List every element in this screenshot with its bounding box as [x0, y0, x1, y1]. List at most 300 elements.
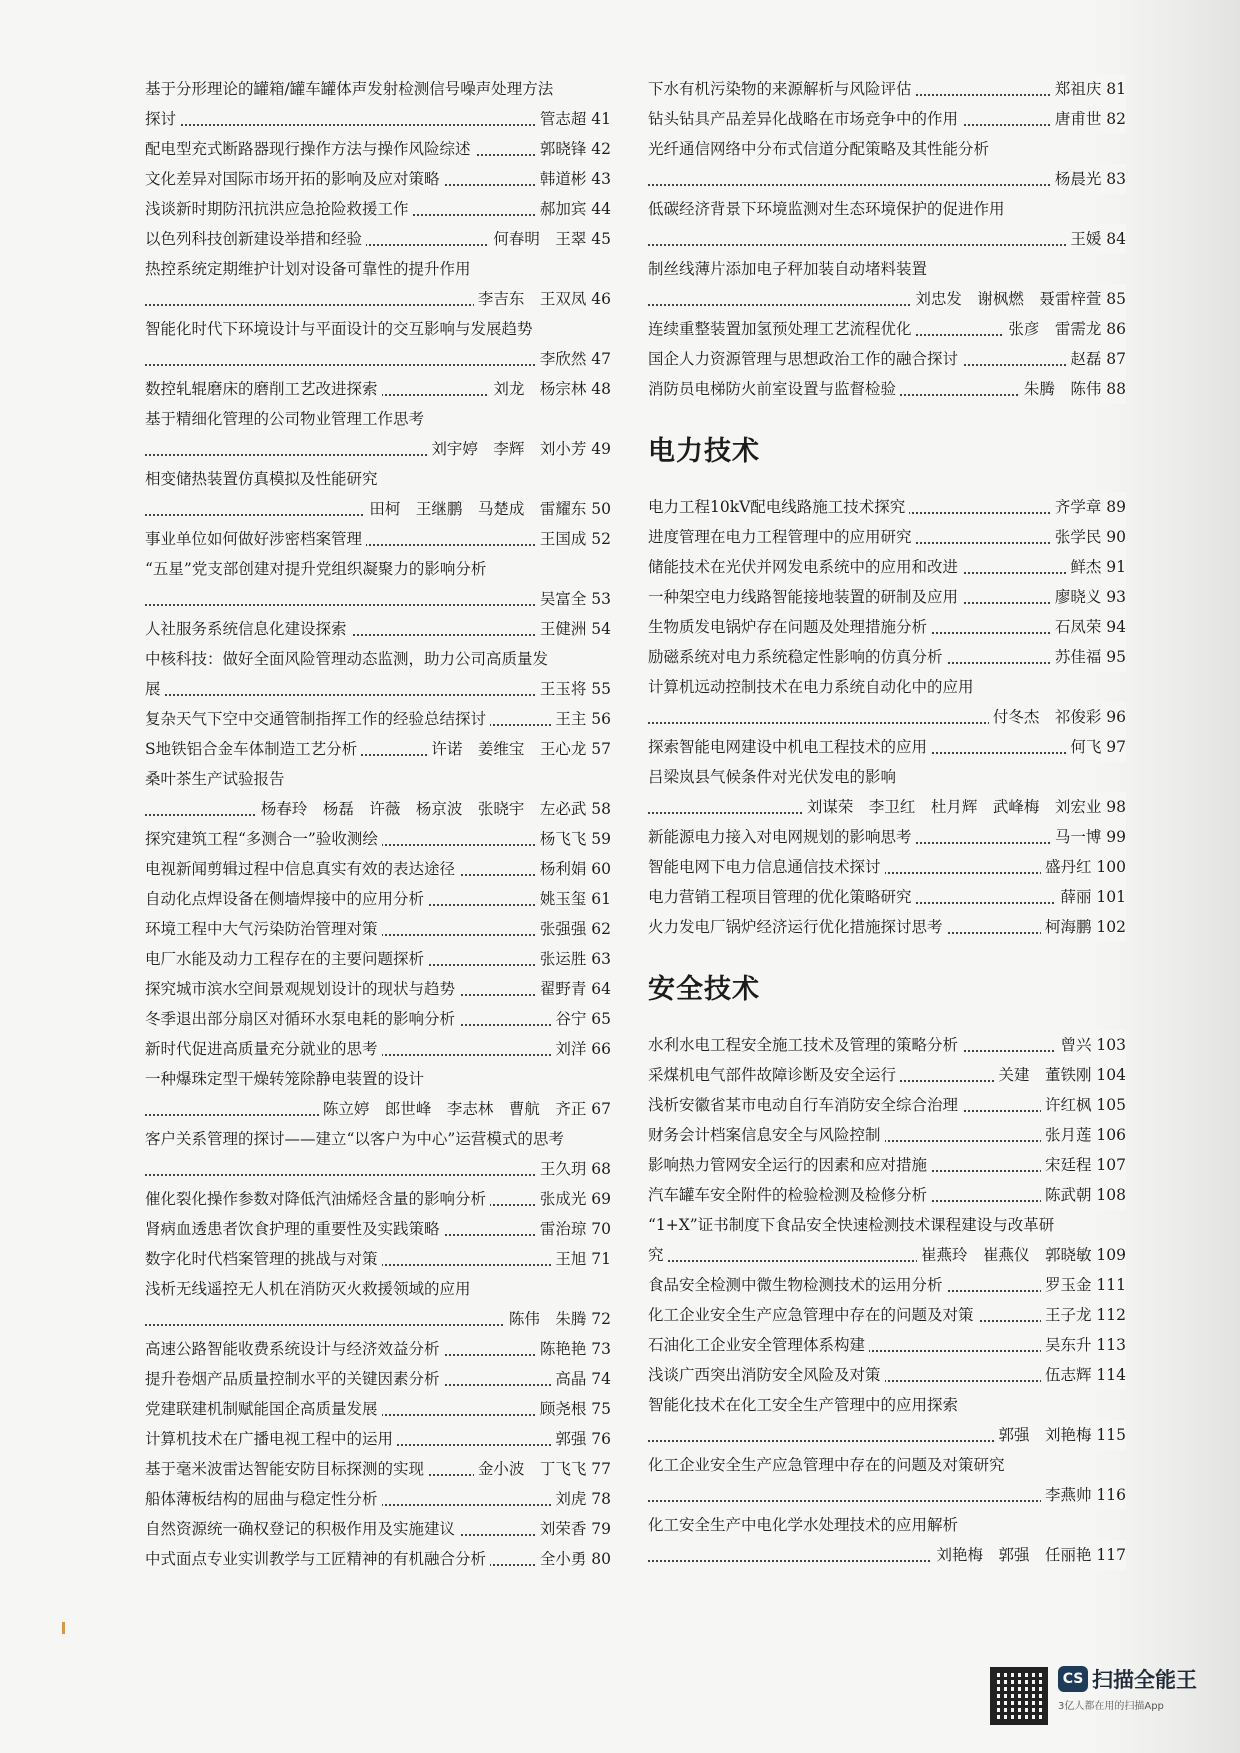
entry-title: 以色列科技创新建设举措和经验 [145, 224, 366, 254]
entry-authors: 伍志辉 [1044, 1366, 1092, 1384]
entry-page-number: 102 [1096, 918, 1126, 936]
entry-title: 环境工程中大气污染防治管理对策 [145, 914, 382, 944]
entry-title: 配电型充式断路器现行操作方法与操作风险综述 [145, 134, 475, 164]
entry-authors: 张运胜 [539, 950, 587, 968]
entry-title: 一种架空电力线路智能接地装置的研制及应用 [648, 582, 962, 612]
toc-entry [145, 1004, 611, 1034]
entry-page-number: 87 [1106, 350, 1126, 368]
entry-authors-page [551, 1364, 611, 1394]
brand-slogan: 3亿人都在用的扫描App [1058, 1701, 1164, 1712]
toc-entry [145, 434, 611, 464]
entry-page-number: 64 [591, 980, 611, 998]
toc-entry [648, 1210, 1126, 1240]
entry-authors-page [1004, 314, 1126, 344]
entry-authors: 许红枫 [1044, 1096, 1092, 1114]
entry-page-number: 73 [591, 1340, 611, 1358]
toc-entry [145, 224, 611, 254]
entry-authors: 全小勇 [539, 1550, 587, 1568]
toc-entry [145, 494, 611, 524]
toc-entry [145, 134, 611, 164]
toc-entry [145, 734, 611, 764]
toc-left-column [145, 74, 611, 1574]
entry-page-number: 106 [1096, 1126, 1126, 1144]
toc-right-column [648, 74, 1126, 1570]
entry-title: 智能化时代下环境设计与平面设计的交互影响与发展趋势 [145, 314, 537, 344]
entry-title: 浅析无线遥控无人机在消防灭火救援领域的应用 [145, 1274, 475, 1304]
entry-page-number: 88 [1106, 380, 1126, 398]
entry-authors-page [1051, 164, 1126, 194]
entry-page-number: 80 [591, 1550, 611, 1568]
toc-entry [648, 1060, 1126, 1090]
entry-title: 水利水电工程安全施工技术及管理的策略分析 [648, 1030, 962, 1060]
entry-title: 自然资源统一确权登记的积极作用及实施建议 [145, 1514, 459, 1544]
entry-authors: 刘洋 [555, 1040, 587, 1058]
entry-authors-page [536, 884, 611, 914]
entry-title: 展 [145, 674, 165, 704]
toc-entry [648, 1450, 1126, 1480]
entry-authors: 杨春玲 杨磊 许薇 杨京波 张晓宇 左必武 [260, 800, 587, 818]
entry-authors-page [1020, 374, 1126, 404]
toc-entry [648, 1240, 1126, 1270]
entry-authors-page [1051, 104, 1126, 134]
toc-entry [145, 254, 611, 284]
entry-authors-page [551, 1004, 611, 1034]
entry-authors-page [1051, 582, 1126, 612]
toc-entry [648, 1150, 1126, 1180]
toc-entry [648, 74, 1126, 104]
entry-title: 电厂水能及动力工程存在的主要问题探析 [145, 944, 428, 974]
entry-authors: 郭晓锋 [539, 140, 587, 158]
entry-authors: 鲜杰 [1070, 558, 1102, 576]
entry-authors: 刘荣香 [539, 1520, 587, 1538]
section-heading-safety: 安全技术 [648, 974, 760, 1005]
toc-entry [145, 1274, 611, 1304]
entry-authors-page [1041, 1330, 1126, 1360]
entry-page-number: 49 [591, 440, 611, 458]
entry-page-number: 76 [591, 1430, 611, 1448]
toc-entry [648, 882, 1126, 912]
entry-title: 浅谈新时期防汛抗洪应急抢险救援工作 [145, 194, 413, 224]
entry-authors: 苏佳福 [1054, 648, 1102, 666]
entry-authors-page [1041, 1300, 1126, 1330]
entry-page-number: 83 [1106, 170, 1126, 188]
entry-title: 数控轧辊磨床的磨削工艺改进探索 [145, 374, 382, 404]
entry-authors: 杨飞飞 [539, 830, 587, 848]
entry-title: 党建联建机制赋能国企高质量发展 [145, 1394, 382, 1424]
entry-page-number: 79 [591, 1520, 611, 1538]
entry-title: 计算机远动控制技术在电力系统自动化中的应用 [648, 672, 978, 702]
toc-entry [145, 674, 611, 704]
entry-page-number: 113 [1096, 1336, 1126, 1354]
toc-entry [648, 582, 1126, 612]
entry-authors: 刘虎 [555, 1490, 587, 1508]
scanner-brand [1058, 1664, 1197, 1712]
entry-page-number: 97 [1106, 738, 1126, 756]
toc-entry [145, 554, 611, 584]
section-safety-list [648, 1030, 1126, 1570]
entry-page-number: 86 [1106, 320, 1126, 338]
entry-title: 连续重整装置加氢预处理工艺流程优化 [648, 314, 916, 344]
toc-entry [145, 704, 611, 734]
entry-authors: 唐甫世 [1054, 110, 1102, 128]
entry-title: 生物质发电锅炉存在问题及处理措施分析 [648, 612, 931, 642]
entry-authors: 刘谋荣 李卫红 杜月辉 武峰梅 刘宏业 [806, 798, 1102, 816]
brand-name: 扫描全能王 [1092, 1668, 1197, 1692]
entry-authors-page [536, 1154, 611, 1184]
entry-authors-page [536, 344, 611, 374]
entry-page-number: 56 [591, 710, 611, 728]
entry-page-number: 95 [1106, 648, 1126, 666]
entry-authors-page [1051, 74, 1126, 104]
entry-title: 事业单位如何做好涉密档案管理 [145, 524, 366, 554]
entry-authors-page [489, 224, 611, 254]
entry-title: 化工企业安全生产应急管理中存在的问题及对策研究 [648, 1450, 1009, 1480]
toc-entry [145, 794, 611, 824]
entry-title: 客户关系管理的探讨——建立“以客户为中心”运营模式的思考 [145, 1124, 568, 1154]
toc-entry [145, 1514, 611, 1544]
entry-title: 汽车罐车安全附件的检验检测及检修分析 [648, 1180, 931, 1210]
entry-authors: 陈伟 朱腾 [508, 1310, 587, 1328]
entry-page-number: 53 [591, 590, 611, 608]
entry-authors: 张月莲 [1044, 1126, 1092, 1144]
entry-title: 基于毫米波雷达智能安防目标探测的实现 [145, 1454, 428, 1484]
toc-entry [145, 1064, 611, 1094]
entry-authors: 宋廷程 [1044, 1156, 1092, 1174]
entry-title: 影响热力管网安全运行的因素和应对措施 [648, 1150, 931, 1180]
entry-page-number: 67 [591, 1100, 611, 1118]
toc-entry [648, 762, 1126, 792]
entry-authors: 王健洲 [539, 620, 587, 638]
entry-page-number: 115 [1096, 1426, 1126, 1444]
toc-entry [145, 764, 611, 794]
entry-authors: 顾尧根 [539, 1400, 587, 1418]
entry-page-number: 43 [591, 170, 611, 188]
entry-authors: 王旭 [555, 1250, 587, 1268]
entry-title: 桑叶茶生产试验报告 [145, 764, 289, 794]
entry-title: 石油化工企业安全管理体系构建 [648, 1330, 869, 1360]
entry-page-number: 69 [591, 1190, 611, 1208]
entry-authors: 郝加宾 [539, 200, 587, 218]
toc-entry [145, 74, 611, 104]
entry-page-number: 52 [591, 530, 611, 548]
entry-title: 探究建筑工程“多测合一”验收测绘 [145, 824, 382, 854]
entry-authors: 张成光 [539, 1190, 587, 1208]
entry-authors-page [505, 1304, 611, 1334]
entry-authors: 郭强 [555, 1430, 587, 1448]
entry-authors: 薛丽 [1060, 888, 1092, 906]
entry-page-number: 114 [1096, 1366, 1126, 1384]
entry-title: “1+X”证书制度下食品安全快速检测技术课程建设与改革研 [648, 1210, 1058, 1240]
toc-entry [145, 404, 611, 434]
entry-title: 浅谈广西突出消防安全风险及对策 [648, 1360, 885, 1390]
entry-page-number: 59 [591, 830, 611, 848]
entry-authors-page [551, 1034, 611, 1064]
entry-authors-page [489, 374, 611, 404]
entry-authors-page [1041, 1090, 1126, 1120]
entry-page-number: 91 [1106, 558, 1126, 576]
entry-title: 国企人力资源管理与思想政治工作的融合探讨 [648, 344, 962, 374]
entry-authors-page [1041, 1180, 1126, 1210]
toc-entry [648, 792, 1126, 822]
entry-authors: 赵磊 [1070, 350, 1102, 368]
toc-entry [648, 1030, 1126, 1060]
toc-right-list [648, 74, 1126, 404]
entry-authors: 许诺 姜维宝 王心龙 [431, 740, 587, 758]
entry-title: 进度管理在电力工程管理中的应用研究 [648, 522, 916, 552]
entry-page-number: 41 [591, 110, 611, 128]
entry-authors-page [257, 794, 611, 824]
entry-authors-page [1051, 492, 1126, 522]
entry-authors-page [551, 704, 611, 734]
toc-entry [145, 1214, 611, 1244]
entry-authors: 李吉东 王双凤 [477, 290, 587, 308]
entry-page-number: 116 [1096, 1486, 1126, 1504]
entry-authors: 王久玥 [539, 1160, 587, 1178]
entry-page-number: 103 [1096, 1036, 1126, 1054]
toc-entry [145, 884, 611, 914]
entry-authors-page [536, 914, 611, 944]
entry-title: 低碳经济背景下环境监测对生态环境保护的促进作用 [648, 194, 1009, 224]
toc-entry [145, 1544, 611, 1574]
entry-title: “五星”党支部创建对提升党组织凝聚力的影响分析 [145, 554, 490, 584]
entry-page-number: 63 [591, 950, 611, 968]
toc-entry [145, 854, 611, 884]
entry-page-number: 111 [1096, 1276, 1126, 1294]
entry-title: 励磁系统对电力系统稳定性影响的仿真分析 [648, 642, 947, 672]
entry-authors-page [319, 1094, 611, 1124]
entry-title: 船体薄板结构的屈曲与稳定性分析 [145, 1484, 382, 1514]
entry-authors-page [536, 1214, 611, 1244]
entry-authors-page [1041, 912, 1126, 942]
entry-page-number: 107 [1096, 1156, 1126, 1174]
entry-page-number: 94 [1106, 618, 1126, 636]
entry-authors-page [1041, 852, 1126, 882]
entry-page-number: 99 [1106, 828, 1126, 846]
entry-authors: 田柯 王继鹏 马楚成 雷耀东 [369, 500, 587, 518]
entry-title: 财务会计档案信息安全与风险控制 [648, 1120, 885, 1150]
entry-page-number: 100 [1096, 858, 1126, 876]
entry-authors-page [536, 524, 611, 554]
scan-mark [62, 1622, 65, 1634]
section-power-list [648, 492, 1126, 942]
entry-page-number: 65 [591, 1010, 611, 1028]
cs-logo-icon: CS [1058, 1666, 1088, 1692]
entry-page-number: 45 [591, 230, 611, 248]
entry-title: 高速公路智能收费系统设计与经济效益分析 [145, 1334, 444, 1364]
entry-page-number: 68 [591, 1160, 611, 1178]
entry-authors-page [989, 702, 1126, 732]
entry-authors: 王媛 [1070, 230, 1102, 248]
entry-authors: 王主 [555, 710, 587, 728]
entry-title: 电力工程10kV配电线路施工技术探究 [648, 492, 909, 522]
toc-entry [145, 1484, 611, 1514]
entry-authors: 廖晓义 [1054, 588, 1102, 606]
entry-authors-page [427, 434, 611, 464]
toc-entry [648, 344, 1126, 374]
entry-authors-page [1066, 344, 1126, 374]
entry-page-number: 104 [1096, 1066, 1126, 1084]
entry-authors: 刘艳梅 郭强 任丽艳 [936, 1546, 1092, 1564]
entry-authors-page [427, 734, 611, 764]
entry-title: 基于分形理论的罐箱/罐车罐体声发射检测信号噪声处理方法 [145, 74, 557, 104]
entry-page-number: 55 [591, 680, 611, 698]
entry-authors: 姚玉玺 [539, 890, 587, 908]
entry-authors-page [536, 1184, 611, 1214]
entry-title: 究 [648, 1240, 668, 1270]
toc-entry [648, 852, 1126, 882]
entry-title: 电视新闻剪辑过程中信息真实有效的表达途径 [145, 854, 459, 884]
toc-entry [145, 1454, 611, 1484]
entry-page-number: 85 [1106, 290, 1126, 308]
entry-title: 新时代促进高质量充分就业的思考 [145, 1034, 382, 1064]
entry-authors-page [536, 614, 611, 644]
entry-authors: 朱腾 陈伟 [1023, 380, 1102, 398]
toc-entry [648, 822, 1126, 852]
entry-page-number: 70 [591, 1220, 611, 1238]
toc-entry [648, 1270, 1126, 1300]
entry-page-number: 93 [1106, 588, 1126, 606]
entry-authors-page [1056, 1030, 1126, 1060]
toc-entry [648, 1510, 1126, 1540]
entry-authors-page [1041, 1270, 1126, 1300]
entry-authors: 刘宇婷 李辉 刘小芳 [431, 440, 587, 458]
toc-entry [145, 1244, 611, 1274]
entry-page-number: 89 [1106, 498, 1126, 516]
toc-entry [648, 732, 1126, 762]
qr-code [990, 1667, 1048, 1725]
toc-entry [145, 464, 611, 494]
entry-authors-page [536, 854, 611, 884]
entry-title: 采煤机电气部件故障诊断及安全运行 [648, 1060, 900, 1090]
entry-page-number: 82 [1106, 110, 1126, 128]
entry-authors-page [1051, 822, 1126, 852]
entry-authors-page [536, 974, 611, 1004]
entry-title: 提升卷烟产品质量控制水平的关键因素分析 [145, 1364, 444, 1394]
entry-title: 肾病血透患者饮食护理的重要性及实践策略 [145, 1214, 444, 1244]
entry-title: 智能电网下电力信息通信技术探讨 [648, 852, 885, 882]
entry-authors-page [1066, 732, 1126, 762]
toc-entry [145, 374, 611, 404]
toc-entry [145, 1154, 611, 1184]
entry-title: 热控系统定期维护计划对设备可靠性的提升作用 [145, 254, 475, 284]
entry-authors: 马一博 [1054, 828, 1102, 846]
entry-page-number: 71 [591, 1250, 611, 1268]
entry-authors: 齐学章 [1054, 498, 1102, 516]
toc-entry [648, 642, 1126, 672]
entry-page-number: 44 [591, 200, 611, 218]
toc-entry [145, 914, 611, 944]
entry-authors-page [1041, 1150, 1126, 1180]
entry-authors: 何春明 王翠 [493, 230, 587, 248]
entry-authors-page [474, 284, 611, 314]
toc-entry [648, 164, 1126, 194]
toc-entry [648, 1540, 1126, 1570]
entry-authors: 石凤荣 [1054, 618, 1102, 636]
toc-entry [145, 1184, 611, 1214]
toc-entry [648, 1420, 1126, 1450]
toc-entry [145, 104, 611, 134]
entry-title: 储能技术在光伏并网发电系统中的应用和改进 [648, 552, 962, 582]
entry-title: 食品安全检测中微生物检测技术的运用分析 [648, 1270, 947, 1300]
entry-authors-page [1066, 552, 1126, 582]
toc-entry [648, 522, 1126, 552]
entry-authors: 韩道彬 [539, 170, 587, 188]
entry-title: 自动化点焊设备在侧墙焊接中的应用分析 [145, 884, 428, 914]
entry-title: S地铁铝合金车体制造工艺分析 [145, 734, 361, 764]
entry-page-number: 81 [1106, 80, 1126, 98]
entry-title: 催化裂化操作参数对降低汽油烯烃含量的影响分析 [145, 1184, 490, 1214]
entry-page-number: 57 [591, 740, 611, 758]
entry-authors: 李燕帅 [1044, 1486, 1092, 1504]
entry-authors-page [536, 104, 611, 134]
entry-page-number: 46 [591, 290, 611, 308]
entry-title: 吕梁岚县气候条件对光伏发电的影响 [648, 762, 900, 792]
entry-page-number: 98 [1106, 798, 1126, 816]
entry-authors: 谷宁 [555, 1010, 587, 1028]
entry-title: 浅析安徽省某市电动自行车消防安全综合治理 [648, 1090, 962, 1120]
toc-entry [648, 1300, 1126, 1330]
entry-authors: 刘龙 杨宗林 [493, 380, 587, 398]
leader-dots [648, 244, 1126, 246]
entry-authors: 崔燕玲 崔燕仪 郭晓敏 [920, 1246, 1092, 1264]
entry-authors: 罗玉金 [1044, 1276, 1092, 1294]
entry-page-number: 96 [1106, 708, 1126, 726]
entry-title: 人社服务系统信息化建设探索 [145, 614, 351, 644]
entry-authors-page [1066, 224, 1126, 254]
entry-authors: 张学民 [1054, 528, 1102, 546]
entry-authors-page [911, 284, 1126, 314]
toc-entry [145, 284, 611, 314]
entry-authors: 关建 董铁刚 [998, 1066, 1092, 1084]
entry-title: 中核科技：做好全面风险管理动态监测，助力公司高质量发 [145, 644, 552, 674]
toc-entry [648, 492, 1126, 522]
entry-authors-page [474, 1454, 611, 1484]
entry-authors: 张彦 雷需龙 [1008, 320, 1102, 338]
entry-authors: 郭强 刘艳梅 [998, 1426, 1092, 1444]
toc-entry [145, 344, 611, 374]
entry-authors-page [994, 1420, 1126, 1450]
toc-entry [145, 1304, 611, 1334]
toc-entry [648, 1330, 1126, 1360]
entry-title: 智能化技术在化工安全生产管理中的应用探索 [648, 1390, 962, 1420]
toc-entry [145, 1094, 611, 1124]
entry-authors: 杨晨光 [1054, 170, 1102, 188]
entry-title: 探索智能电网建设中机电工程技术的应用 [648, 732, 931, 762]
entry-authors: 王子龙 [1044, 1306, 1092, 1324]
entry-page-number: 101 [1096, 888, 1126, 906]
entry-title: 数字化时代档案管理的挑战与对策 [145, 1244, 382, 1274]
entry-page-number: 90 [1106, 528, 1126, 546]
entry-authors-page [536, 1544, 611, 1574]
toc-entry [145, 644, 611, 674]
entry-authors: 高晶 [555, 1370, 587, 1388]
entry-authors-page [1041, 1360, 1126, 1390]
entry-page-number: 48 [591, 380, 611, 398]
entry-authors-page [1051, 642, 1126, 672]
entry-authors-page [1041, 1480, 1126, 1510]
entry-authors: 刘忠发 谢枫燃 聂雷梓萱 [915, 290, 1102, 308]
entry-authors-page [536, 164, 611, 194]
entry-title: 文化差异对国际市场开拓的影响及应对策略 [145, 164, 444, 194]
entry-authors: 陈立婷 郎世峰 李志林 曹航 齐正 [322, 1100, 587, 1118]
entry-title: 相变储热装置仿真模拟及性能研究 [145, 464, 382, 494]
entry-authors-page [551, 1244, 611, 1274]
toc-entry [648, 1480, 1126, 1510]
entry-page-number: 42 [591, 140, 611, 158]
entry-authors: 王国成 [539, 530, 587, 548]
entry-page-number: 84 [1106, 230, 1126, 248]
entry-page-number: 108 [1096, 1186, 1126, 1204]
